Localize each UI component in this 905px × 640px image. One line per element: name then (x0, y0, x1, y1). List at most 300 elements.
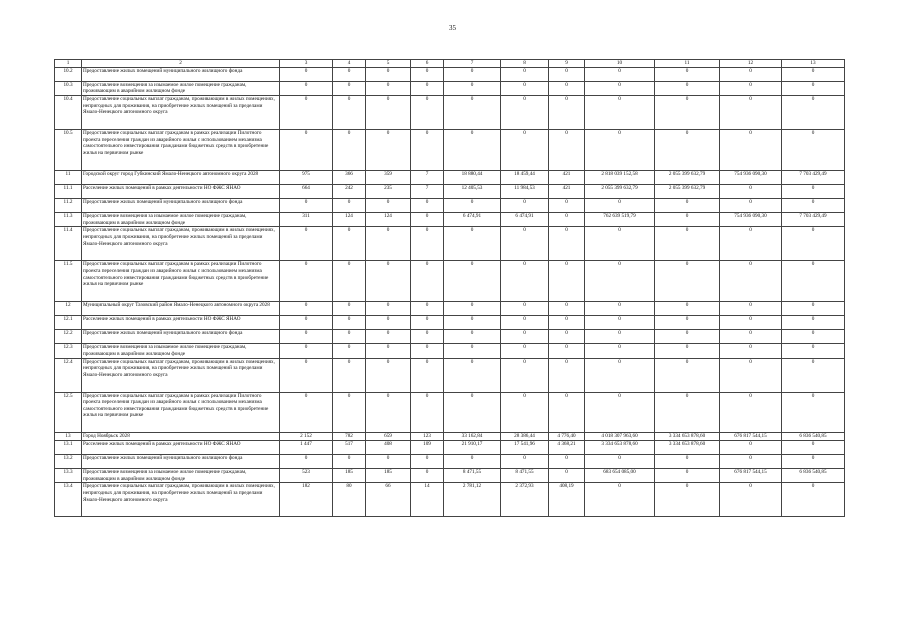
column-number-cell: 7 (444, 60, 501, 68)
value-cell: 0 (366, 227, 411, 261)
value-cell: 0 (655, 198, 720, 212)
value-cell: 0 (411, 198, 444, 212)
value-cell: 124 (333, 213, 366, 227)
value-cell: 235 (366, 184, 411, 198)
value-cell: 0 (655, 213, 720, 227)
value-cell: 0 (501, 67, 549, 81)
value-cell: 0 (782, 198, 845, 212)
value-cell: 18 459,44 (501, 170, 549, 184)
row-number-cell: 11.2 (55, 198, 82, 212)
value-cell: 0 (411, 129, 444, 170)
value-cell: 0 (411, 301, 444, 315)
value-cell: 517 (333, 440, 366, 454)
row-number-cell: 11.4 (55, 227, 82, 261)
table-row (55, 95, 845, 129)
value-cell: 0 (549, 213, 585, 227)
value-cell: 0 (411, 316, 444, 330)
value-cell: 0 (444, 358, 501, 392)
row-number-cell: 10.2 (55, 67, 82, 81)
value-cell: 6 836 540,85 (782, 433, 845, 441)
value-cell: 0 (280, 301, 333, 315)
value-cell: 0 (501, 95, 549, 129)
table-row (55, 81, 845, 95)
row-name-cell: Предоставление жилых помещений муниципального жилищного фонда (82, 67, 280, 81)
value-cell: 0 (549, 330, 585, 344)
value-cell: 0 (655, 344, 720, 358)
value-cell: 185 (333, 469, 366, 483)
value-cell: 0 (720, 440, 782, 454)
row-name-cell: Предоставление социальных выплат гражданам в рамках реализации Пилотного проекта переселения граждан из аварийного жилья с использованием механизма самостоятельного инвестирования гражданами бюджетных средств в приобретение жилья на первичном рынке (82, 129, 280, 170)
row-name-cell: Предоставление социальных выплат гражданам, проживающим в жилых помещениях, непригодных для проживания, на приобретение жилых помещений за пределами Ямало-Ненецкого автономного округа (82, 483, 280, 517)
value-cell: 0 (411, 330, 444, 344)
table-header-row (55, 60, 845, 68)
value-cell: 0 (411, 455, 444, 469)
value-cell: 0 (720, 261, 782, 302)
value-cell: 0 (655, 316, 720, 330)
value-cell: 0 (333, 358, 366, 392)
table-row (55, 469, 845, 483)
value-cell: 0 (501, 198, 549, 212)
value-cell: 0 (585, 392, 655, 433)
value-cell: 28 386,44 (501, 433, 549, 441)
value-cell: 0 (366, 392, 411, 433)
value-cell: 2 055 399 632,79 (585, 184, 655, 198)
row-number-cell: 10.5 (55, 129, 82, 170)
value-cell: 0 (280, 330, 333, 344)
table-row (55, 261, 845, 302)
row-name-cell: Городской округ город Губкинский Ямало-Ненецкого автономного округа 2028 (82, 170, 280, 184)
value-cell: 0 (655, 129, 720, 170)
value-cell: 0 (280, 358, 333, 392)
value-cell: 11 984,53 (501, 184, 549, 198)
value-cell: 0 (585, 301, 655, 315)
value-cell: 0 (366, 301, 411, 315)
row-name-cell: Предоставление жилых помещений муниципального жилищного фонда (82, 198, 280, 212)
value-cell: 0 (501, 330, 549, 344)
table-row (55, 358, 845, 392)
row-number-cell: 13.4 (55, 483, 82, 517)
value-cell: 0 (333, 67, 366, 81)
column-number-cell: 5 (366, 60, 411, 68)
value-cell: 0 (280, 95, 333, 129)
value-cell: 2 372,93 (501, 483, 549, 517)
row-name-cell: Предоставление социальных выплат гражданам в рамках реализации Пилотного проекта переселения граждан из аварийного жилья с использованием механизма самостоятельного инвестирования гражданами бюджетных средств в приобретение жилья на первичном рынке (82, 261, 280, 302)
value-cell: 0 (366, 129, 411, 170)
row-name-cell: Предоставление социальных выплат гражданам в рамках реализации Пилотного проекта переселения граждан из аварийного жилья с использованием механизма самостоятельного инвестирования гражданами бюджетных средств в приобретение жилья на первичном рынке (82, 392, 280, 433)
value-cell: 0 (280, 392, 333, 433)
column-number-cell: 1 (55, 60, 82, 68)
value-cell: 0 (720, 184, 782, 198)
row-name-cell: Расселение жилых помещений в рамках деятельности НО ФЖС ЯНАО (82, 184, 280, 198)
value-cell: 0 (333, 316, 366, 330)
value-cell: 0 (333, 455, 366, 469)
value-cell: 0 (720, 129, 782, 170)
value-cell: 0 (549, 358, 585, 392)
value-cell: 0 (444, 330, 501, 344)
value-cell: 0 (444, 301, 501, 315)
value-cell: 0 (411, 213, 444, 227)
value-cell: 0 (782, 358, 845, 392)
value-cell: 0 (655, 455, 720, 469)
value-cell: 0 (280, 198, 333, 212)
value-cell: 0 (444, 392, 501, 433)
value-cell: 359 (366, 170, 411, 184)
value-cell: 0 (280, 81, 333, 95)
value-cell: 0 (501, 358, 549, 392)
table-row (55, 440, 845, 454)
value-cell: 185 (366, 469, 411, 483)
value-cell: 664 (280, 184, 333, 198)
row-number-cell: 13 (55, 433, 82, 441)
value-cell: 0 (782, 440, 845, 454)
value-cell: 6 474,91 (444, 213, 501, 227)
value-cell: 311 (280, 213, 333, 227)
value-cell: 0 (720, 198, 782, 212)
value-cell: 0 (782, 129, 845, 170)
value-cell: 109 (411, 440, 444, 454)
value-cell: 0 (333, 392, 366, 433)
value-cell: 0 (501, 455, 549, 469)
table-row (55, 392, 845, 433)
table-row (55, 330, 845, 344)
column-number-cell: 13 (782, 60, 845, 68)
value-cell: 0 (411, 344, 444, 358)
row-name-cell: Муниципальный округ Тазовский район Ямало-Ненецкого автономного округа 2028 (82, 301, 280, 315)
value-cell: 242 (333, 184, 366, 198)
value-cell: 0 (549, 81, 585, 95)
value-cell: 754 936 090,30 (720, 213, 782, 227)
value-cell: 0 (585, 129, 655, 170)
table-row (55, 129, 845, 170)
value-cell: 4 776,40 (549, 433, 585, 441)
row-number-cell: 11 (55, 170, 82, 184)
row-name-cell: Предоставление жилых помещений муниципального жилищного фонда (82, 330, 280, 344)
value-cell: 7 703 429,49 (782, 170, 845, 184)
value-cell: 0 (280, 344, 333, 358)
value-cell: 124 (366, 213, 411, 227)
value-cell: 0 (585, 330, 655, 344)
value-cell: 0 (444, 261, 501, 302)
value-cell: 0 (549, 95, 585, 129)
row-number-cell: 10.4 (55, 95, 82, 129)
table-row (55, 433, 845, 441)
value-cell: 2 781,12 (444, 483, 501, 517)
value-cell: 0 (549, 469, 585, 483)
column-number-cell: 8 (501, 60, 549, 68)
column-number-cell: 6 (411, 60, 444, 68)
table-row (55, 198, 845, 212)
value-cell: 0 (280, 129, 333, 170)
value-cell: 8 471,55 (444, 469, 501, 483)
value-cell: 0 (501, 81, 549, 95)
value-cell: 0 (333, 81, 366, 95)
value-cell: 0 (782, 316, 845, 330)
value-cell: 0 (549, 67, 585, 81)
value-cell: 0 (782, 184, 845, 198)
value-cell: 0 (280, 316, 333, 330)
value-cell: 0 (585, 344, 655, 358)
value-cell: 6 836 540,85 (782, 469, 845, 483)
row-number-cell: 12.2 (55, 330, 82, 344)
value-cell: 0 (549, 392, 585, 433)
value-cell: 0 (366, 198, 411, 212)
value-cell: 0 (501, 301, 549, 315)
value-cell: 0 (411, 392, 444, 433)
table-row (55, 227, 845, 261)
value-cell: 8 471,55 (501, 469, 549, 483)
value-cell: 0 (501, 344, 549, 358)
value-cell: 14 (411, 483, 444, 517)
value-cell: 0 (280, 227, 333, 261)
column-number-cell: 10 (585, 60, 655, 68)
table-row (55, 184, 845, 198)
value-cell: 1 447 (280, 440, 333, 454)
column-number-cell: 9 (549, 60, 585, 68)
value-cell: 182 (280, 483, 333, 517)
value-cell: 421 (549, 170, 585, 184)
value-cell: 0 (720, 316, 782, 330)
row-number-cell: 13.2 (55, 455, 82, 469)
value-cell: 80 (333, 483, 366, 517)
row-number-cell: 13.1 (55, 440, 82, 454)
table-row (55, 455, 845, 469)
value-cell: 3 334 653 878,60 (655, 440, 720, 454)
table-row (55, 301, 845, 315)
value-cell: 0 (444, 198, 501, 212)
row-name-cell: Предоставление возмещения за изымаемое жилое помещение гражданам, проживающим в аварийном жилищном фонде (82, 469, 280, 483)
value-cell: 0 (444, 95, 501, 129)
value-cell: 0 (444, 316, 501, 330)
row-name-cell: Предоставление социальных выплат гражданам, проживающим в жилых помещениях, непригодных для проживания, на приобретение жилых помещений за пределами Ямало-Ненецкого автономного округа (82, 227, 280, 261)
value-cell: 0 (720, 392, 782, 433)
value-cell: 0 (444, 227, 501, 261)
value-cell: 123 (411, 433, 444, 441)
column-number-cell: 12 (720, 60, 782, 68)
value-cell: 0 (549, 261, 585, 302)
value-cell: 2 055 399 632,79 (655, 170, 720, 184)
value-cell: 0 (782, 261, 845, 302)
value-cell: 0 (782, 95, 845, 129)
value-cell: 0 (280, 261, 333, 302)
value-cell: 0 (585, 198, 655, 212)
value-cell: 0 (411, 81, 444, 95)
value-cell: 0 (655, 483, 720, 517)
value-cell: 6 474,91 (501, 213, 549, 227)
value-cell: 0 (720, 67, 782, 81)
value-cell: 0 (549, 227, 585, 261)
value-cell: 0 (366, 330, 411, 344)
value-cell: 0 (411, 469, 444, 483)
value-cell: 3 334 653 878,60 (655, 433, 720, 441)
value-cell: 7 (411, 184, 444, 198)
value-cell: 0 (720, 95, 782, 129)
row-number-cell: 12.3 (55, 344, 82, 358)
value-cell: 0 (444, 129, 501, 170)
value-cell: 7 703 429,49 (782, 213, 845, 227)
value-cell: 0 (655, 392, 720, 433)
value-cell: 0 (782, 392, 845, 433)
value-cell: 0 (444, 455, 501, 469)
value-cell: 2 055 399 632,79 (655, 184, 720, 198)
row-number-cell: 13.3 (55, 469, 82, 483)
page-number: 35 (449, 24, 456, 32)
table-row (55, 67, 845, 81)
value-cell: 0 (655, 469, 720, 483)
value-cell: 0 (549, 316, 585, 330)
value-cell: 782 (333, 433, 366, 441)
value-cell: 0 (411, 67, 444, 81)
value-cell: 3 334 653 878,60 (585, 440, 655, 454)
value-cell: 0 (782, 227, 845, 261)
value-cell: 0 (782, 344, 845, 358)
value-cell: 0 (720, 301, 782, 315)
row-name-cell: Расселение жилых помещений в рамках деятельности НО ФЖС ЯНАО (82, 440, 280, 454)
value-cell: 0 (411, 358, 444, 392)
value-cell: 0 (782, 483, 845, 517)
value-cell: 0 (585, 483, 655, 517)
value-cell: 0 (333, 330, 366, 344)
value-cell: 0 (333, 301, 366, 315)
value-cell: 0 (655, 95, 720, 129)
value-cell: 0 (333, 95, 366, 129)
value-cell: 676 817 544,15 (720, 469, 782, 483)
value-cell: 0 (501, 316, 549, 330)
value-cell: 0 (333, 129, 366, 170)
value-cell: 33 162,84 (444, 433, 501, 441)
value-cell: 0 (280, 455, 333, 469)
row-number-cell: 11.3 (55, 213, 82, 227)
value-cell: 0 (782, 330, 845, 344)
value-cell: 0 (333, 344, 366, 358)
value-cell: 0 (549, 455, 585, 469)
resettlement-table (54, 59, 845, 517)
value-cell: 0 (366, 358, 411, 392)
value-cell: 0 (585, 261, 655, 302)
value-cell: 0 (585, 358, 655, 392)
row-number-cell: 12 (55, 301, 82, 315)
value-cell: 0 (585, 67, 655, 81)
value-cell: 0 (411, 95, 444, 129)
value-cell: 7 (411, 170, 444, 184)
value-cell: 0 (444, 67, 501, 81)
value-cell: 0 (585, 316, 655, 330)
value-cell: 0 (366, 67, 411, 81)
row-number-cell: 11.5 (55, 261, 82, 302)
value-cell: 408,19 (549, 483, 585, 517)
table-row (55, 170, 845, 184)
value-cell: 0 (366, 81, 411, 95)
value-cell: 683 654 085,00 (585, 469, 655, 483)
value-cell: 0 (655, 261, 720, 302)
value-cell: 0 (655, 301, 720, 315)
value-cell: 0 (444, 81, 501, 95)
value-cell: 0 (782, 67, 845, 81)
value-cell: 0 (720, 330, 782, 344)
value-cell: 676 817 544,15 (720, 433, 782, 441)
column-number-cell: 11 (655, 60, 720, 68)
value-cell: 12 405,53 (444, 184, 501, 198)
row-number-cell: 12.5 (55, 392, 82, 433)
table-row (55, 344, 845, 358)
row-number-cell: 12.4 (55, 358, 82, 392)
value-cell: 18 880,44 (444, 170, 501, 184)
value-cell: 0 (333, 261, 366, 302)
row-name-cell: Предоставление социальных выплат гражданам, проживающим в жилых помещениях, непригодных для проживания, на приобретение жилых помещений за пределами Ямало-Ненецкого автономного округа (82, 95, 280, 129)
row-number-cell: 12.1 (55, 316, 82, 330)
value-cell: 66 (366, 483, 411, 517)
value-cell: 0 (411, 261, 444, 302)
value-cell: 0 (655, 358, 720, 392)
value-cell: 0 (549, 129, 585, 170)
row-name-cell: Предоставление возмещения за изымаемое жилое помещение гражданам, проживающим в аварийном жилищном фонде (82, 344, 280, 358)
value-cell: 0 (655, 81, 720, 95)
value-cell: 0 (411, 227, 444, 261)
value-cell: 0 (720, 81, 782, 95)
value-cell: 0 (366, 344, 411, 358)
value-cell: 0 (585, 227, 655, 261)
value-cell: 0 (655, 67, 720, 81)
value-cell: 0 (333, 227, 366, 261)
value-cell: 0 (720, 455, 782, 469)
value-cell: 0 (549, 198, 585, 212)
table-row (55, 316, 845, 330)
value-cell: 975 (280, 170, 333, 184)
column-number-cell: 3 (280, 60, 333, 68)
value-cell: 0 (366, 95, 411, 129)
value-cell: 4 368,21 (549, 440, 585, 454)
value-cell: 0 (585, 455, 655, 469)
row-name-cell: Предоставление возмещения за изымаемое жилое помещение гражданам, проживающим в аварийном жилищном фонде (82, 213, 280, 227)
value-cell: 0 (585, 95, 655, 129)
value-cell: 0 (444, 344, 501, 358)
value-cell: 21 910,17 (444, 440, 501, 454)
value-cell: 408 (366, 440, 411, 454)
value-cell: 0 (366, 261, 411, 302)
column-number-cell: 2 (82, 60, 280, 68)
row-name-cell: Предоставление жилых помещений муниципального жилищного фонда (82, 455, 280, 469)
value-cell: 421 (549, 184, 585, 198)
value-cell: 0 (720, 344, 782, 358)
value-cell: 0 (549, 344, 585, 358)
row-number-cell: 11.1 (55, 184, 82, 198)
value-cell: 0 (280, 67, 333, 81)
value-cell: 762 639 519,79 (585, 213, 655, 227)
row-name-cell: Предоставление возмещения за изымаемое жилое помещение гражданам, проживающим в аварийном жилищном фонде (82, 81, 280, 95)
value-cell: 0 (366, 455, 411, 469)
value-cell: 0 (782, 301, 845, 315)
table-row (55, 483, 845, 517)
row-name-cell: Расселение жилых помещений в рамках деятельности НО ФЖС ЯНАО (82, 316, 280, 330)
value-cell: 0 (720, 227, 782, 261)
value-cell: 659 (366, 433, 411, 441)
row-number-cell: 10.3 (55, 81, 82, 95)
value-cell: 0 (585, 81, 655, 95)
row-name-cell: Предоставление социальных выплат гражданам, проживающим в жилых помещениях, непригодных для проживания, на приобретение жилых помещений за пределами Ямало-Ненецкого автономного округа (82, 358, 280, 392)
value-cell: 17 541,96 (501, 440, 549, 454)
value-cell: 0 (501, 261, 549, 302)
value-cell: 0 (782, 455, 845, 469)
column-number-cell: 4 (333, 60, 366, 68)
table-row (55, 213, 845, 227)
value-cell: 0 (333, 198, 366, 212)
value-cell: 0 (549, 301, 585, 315)
value-cell: 754 936 090,30 (720, 170, 782, 184)
value-cell: 0 (720, 358, 782, 392)
value-cell: 366 (333, 170, 366, 184)
value-cell: 2 152 (280, 433, 333, 441)
value-cell: 0 (655, 227, 720, 261)
value-cell: 0 (782, 81, 845, 95)
